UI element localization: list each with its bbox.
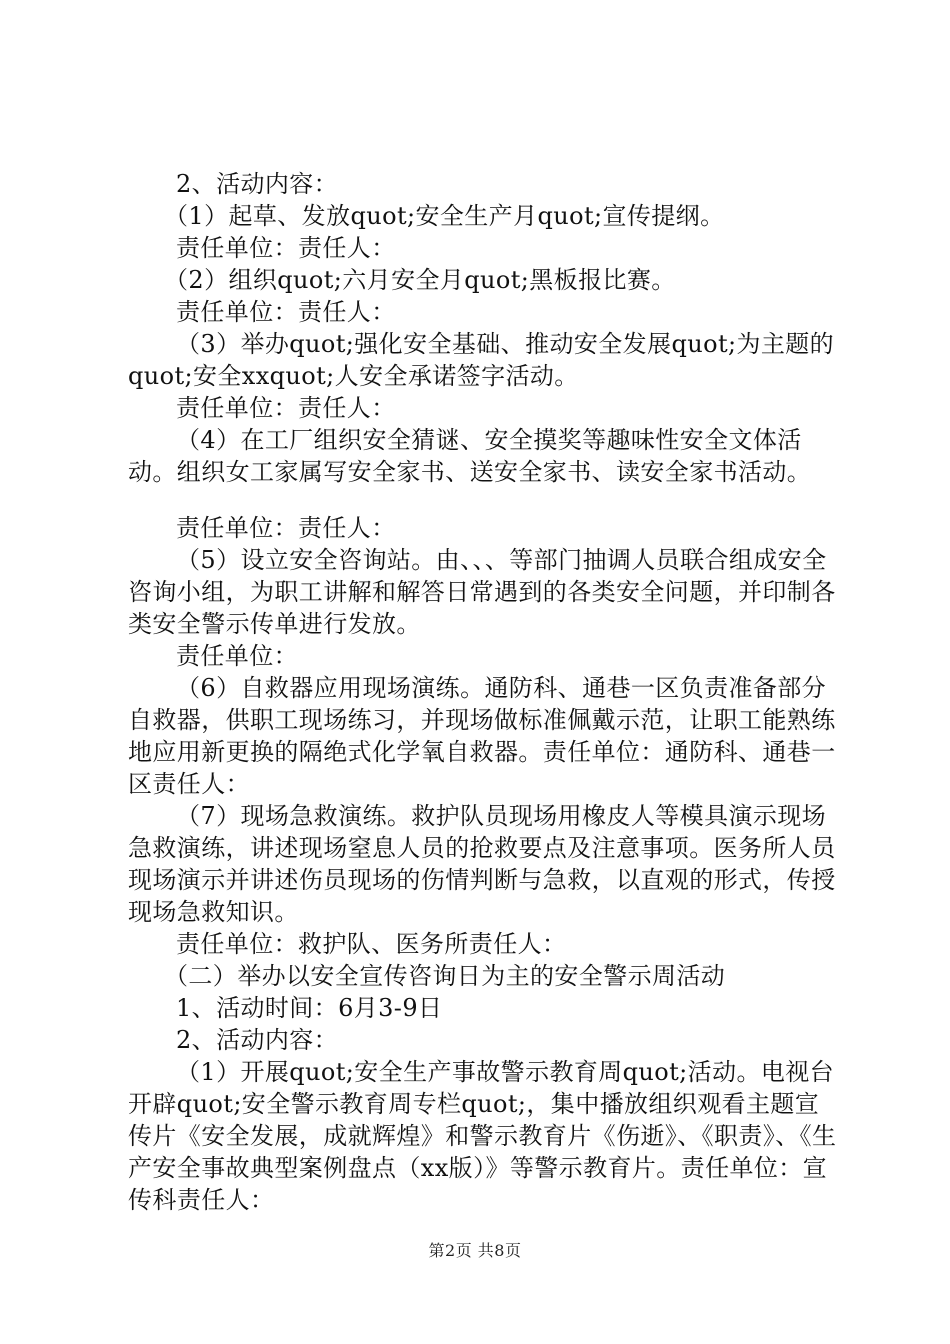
paragraph: （二）举办以安全宣传咨询日为主的安全警示周活动 [164, 962, 726, 990]
paragraph: 2、活动内容： [176, 170, 339, 198]
paragraph: （4）在工厂组织安全猜谜、安全摸奖等趣味性安全文体活动。组织女工家属写安全家书、送安全家书、读安全家书活动。 [128, 426, 812, 486]
paragraph: （5）设立安全咨询站。由、、、等部门抽调人员联合组成安全咨询小组，为职工讲解和解答日常遇到的各类安全问题，并印制各类安全警示传单进行发放。 [128, 546, 836, 638]
paragraph: 责任单位：责任人： [176, 394, 396, 422]
paragraph: （6）自救器应用现场演练。通防科、通巷一区负责准备部分自救器，供职工现场练习，并现场做标准佩戴示范，让职工能熟练地应用新更换的隔绝式化学氧自救器。责任单位：通防科、通巷一区责任人： [128, 674, 836, 798]
paragraph: 责任单位：责任人： [176, 234, 396, 262]
paragraph: 责任单位：救护队、医务所责任人： [176, 930, 567, 958]
page-number-footer: 第2页 共8页 [428, 1241, 522, 1260]
paragraph: 责任单位：责任人： [176, 514, 396, 542]
paragraph: （3）举办quot;强化安全基础、推动安全发展quot;为主题的quot;安全xxquot;人安全承诺签字活动。 [128, 330, 835, 390]
paragraph: （7）现场急救演练。救护队员现场用橡皮人等模具演示现场急救演练，讲述现场窒息人员的抢救要点及注意事项。医务所人员现场演示并讲述伤员现场的伤情判断与急救，以直观的形式，传授现场急救知识。 [128, 802, 836, 926]
paragraph-gap [128, 488, 840, 512]
paragraph: 2、活动内容： [176, 1026, 339, 1054]
paragraph: （1）起草、发放quot;安全生产月quot;宣传提纲。 [164, 202, 725, 230]
paragraph: （2）组织quot;六月安全月quot;黑板报比赛。 [164, 266, 676, 294]
document-body [128, 168, 840, 1216]
paragraph: （1）开展quot;安全生产事故警示教育周quot;活动。电视台开辟quot;安全警示教育周专栏quot;，集中播放组织观看主题宣传片《安全发展，成就辉煌》和警示教育片《伤逝》、《职责》、《生产安全事故典型案例盘点（xx版）》等警示教育片。责任单位：宣传科责任人： [128, 1058, 837, 1214]
paragraph: 1、活动时间：6月3-9日 [176, 994, 443, 1022]
paragraph: 责任单位：责任人： [176, 298, 396, 326]
paragraph: 责任单位： [176, 642, 298, 670]
